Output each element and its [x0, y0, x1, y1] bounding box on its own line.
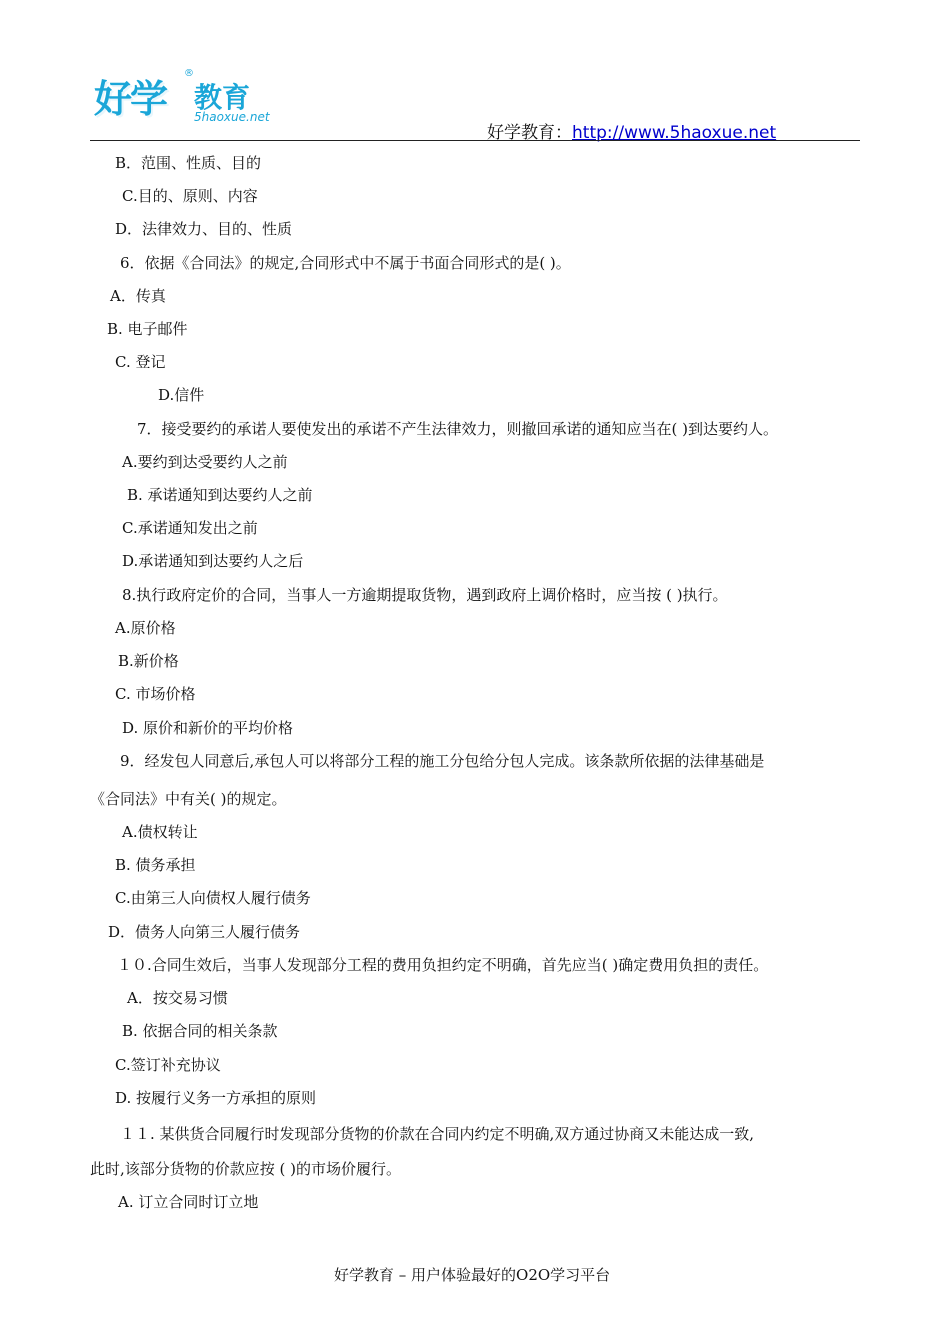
text-line: 此时,该部分货物的价款应按 ( )的市场价履行。: [90, 1160, 402, 1178]
logo-subtitle: 5haoxue.net: [194, 110, 270, 124]
text-line: C. 登记: [115, 353, 166, 371]
logo-registered-mark: ®: [184, 68, 194, 79]
text-line: D.信件: [158, 386, 205, 404]
text-line: B. 依据合同的相关条款: [122, 1022, 278, 1040]
text-line: A．传真: [110, 287, 166, 305]
text-line: 9．经发包人同意后,承包人可以将部分工程的施工分包给分包人完成。该条款所依据的法律基础是: [120, 752, 765, 770]
page-footer: 好学教育 – 用户体验最好的O2O学习平台: [334, 1266, 611, 1284]
text-line: C.由第三人向债权人履行债务: [115, 889, 311, 907]
text-line: １１. 某供货合同履行时发现部分货物的价款在合同内约定不明确,双方通过协商又未能达成一致,: [120, 1125, 755, 1143]
text-line: B. 电子邮件: [107, 320, 188, 338]
text-line: C.签订补充协议: [115, 1056, 221, 1074]
text-line: B. 承诺通知到达要约人之前: [127, 486, 313, 504]
text-line: 7．接受要约的承诺人要使发出的承诺不产生法律效力，则撤回承诺的通知应当在( )到达要约人。: [137, 420, 779, 438]
text-line: D.承诺通知到达要约人之后: [122, 552, 304, 570]
text-line: D. 原价和新价的平均价格: [122, 719, 294, 737]
text-line: A.原价格: [115, 619, 176, 637]
text-line: C.承诺通知发出之前: [122, 519, 258, 537]
page-header: [0, 0, 950, 145]
text-line: B．范围、性质、目的: [115, 154, 262, 172]
text-line: 8.执行政府定价的合同，当事人一方逾期提取货物，遇到政府上调价格时，应当按 ( )执行。: [122, 586, 728, 604]
text-line: １０.合同生效后，当事人发现部分工程的费用负担约定不明确，首先应当( )确定费用负担的责任。: [117, 956, 769, 974]
header-divider: [90, 140, 860, 141]
text-line: A.要约到达受要约人之前: [122, 453, 288, 471]
text-line: D．法律效力、目的、性质: [115, 220, 293, 238]
text-line: A．按交易习惯: [127, 989, 228, 1007]
text-line: C. 市场价格: [115, 685, 196, 703]
text-line: 《合同法》中有关( )的规定。: [90, 790, 287, 808]
text-line: D．债务人向第三人履行债务: [108, 923, 301, 941]
text-line: 6．依据《合同法》的规定,合同形式中不属于书面合同形式的是( )。: [120, 254, 571, 272]
site-link[interactable]: http://www.5haoxue.net: [572, 123, 777, 143]
text-line: B. 债务承担: [115, 856, 196, 874]
text-line: B.新价格: [118, 652, 179, 670]
site-label: 好学教育：: [487, 123, 572, 143]
text-line: D. 按履行义务一方承担的原则: [115, 1089, 317, 1107]
text-line: A. 订立合同时订立地: [118, 1193, 259, 1211]
logo-main-text: 好学: [94, 77, 167, 121]
brand-logo[interactable]: [90, 66, 280, 136]
text-line: C.目的、原则、内容: [122, 187, 258, 205]
text-line: A.债权转让: [122, 823, 198, 841]
logo-side-text: 教育: [194, 81, 251, 114]
